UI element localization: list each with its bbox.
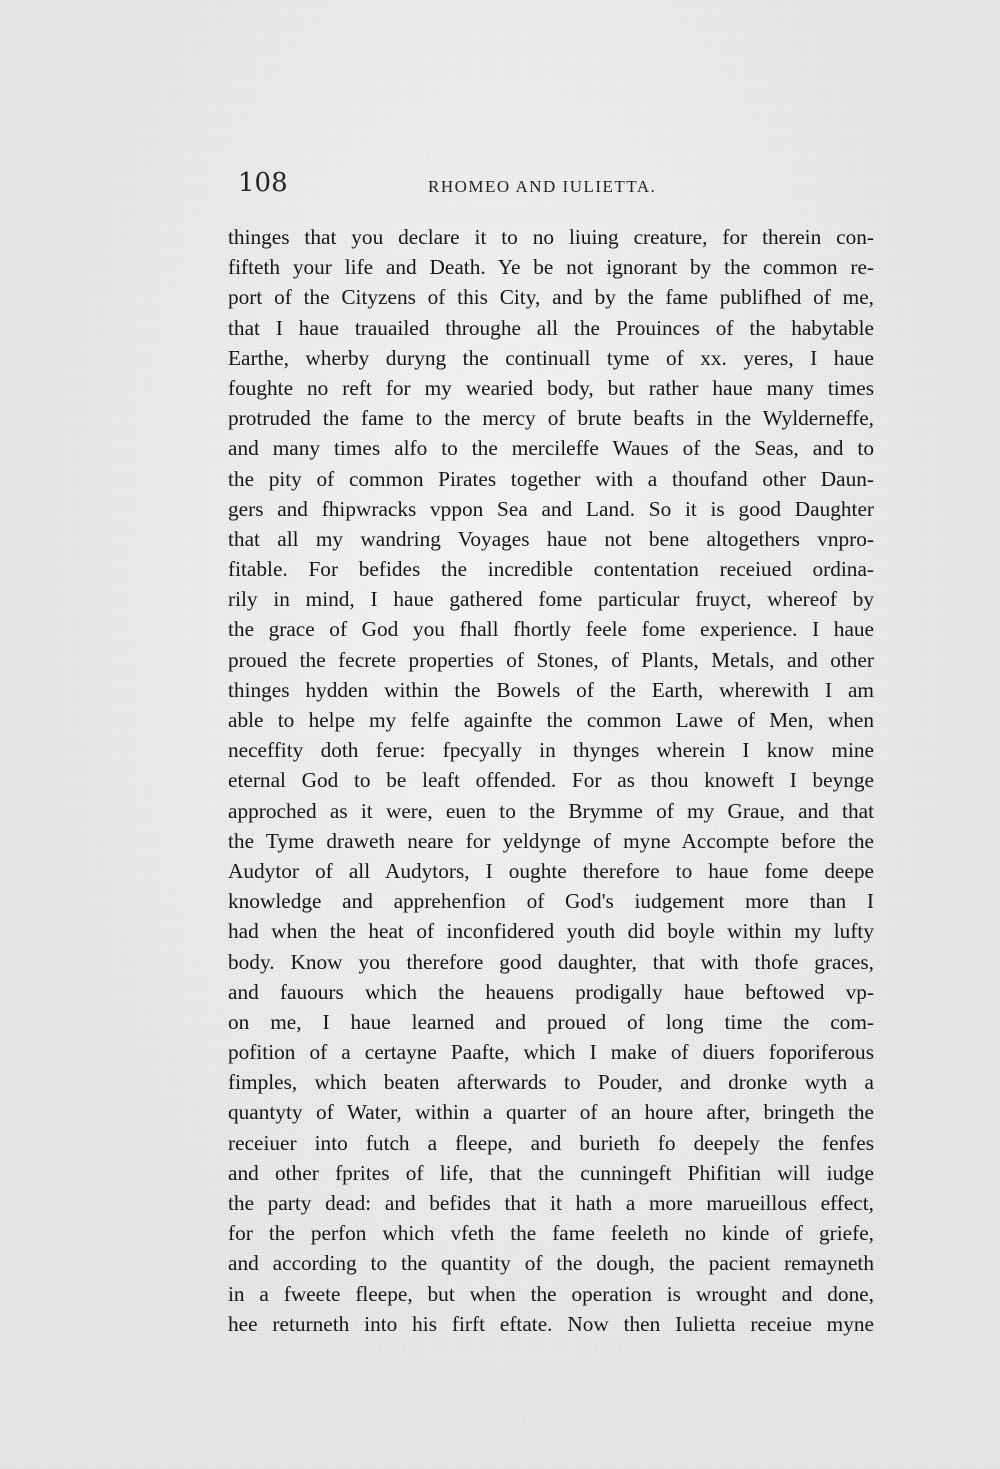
text-line: gers and fhipwracks vppon Sea and Land. So it is good Daughter [228, 496, 874, 521]
running-head: RHOMEO AND IULIETTA. [428, 177, 657, 196]
text-line: rily in mind, I haue gathered fome particular fruyct, whereof by [228, 587, 874, 612]
text-line: fifteth your life and Death. Ye be not ignorant by the common re- [228, 255, 874, 280]
text-line: Audytor of all Audytors, I oughte therefore to haue fome deepe [228, 858, 874, 883]
text-line: and according to the quantity of the dough, the pacient remayneth [228, 1251, 874, 1276]
text-line: the Tyme draweth neare for yeldynge of myne Accompte before the [228, 828, 874, 853]
text-line: port of the Cityzens of this City, and by the fame publifhed of me, [228, 285, 874, 310]
text-line: the grace of God you fhall fhortly feele fome experience. I haue [228, 617, 874, 642]
text-line: knowledge and apprehenfion of God's iudgement more than I [228, 889, 874, 914]
text-line: pofition of a certayne Paafte, which I make of diuers foporiferous [228, 1040, 874, 1065]
text-line: the pity of common Pirates together with a thoufand other Daun- [228, 466, 874, 491]
text-line: neceffity doth ferue: fpecyally in thynges wherein I know mine [228, 738, 874, 763]
text-line: body. Know you therefore good daughter, that with thofe graces, [228, 949, 874, 974]
body-text [228, 222, 874, 1339]
text-line: quantyty of Water, within a quarter of an houre after, bringeth the [228, 1100, 874, 1125]
text-line: thinges hydden within the Bowels of the Earth, wherewith I am [228, 677, 874, 702]
text-line: and fauours which the heauens prodigally haue beftowed vp- [228, 979, 874, 1004]
text-line: had when the heat of inconfidered youth did boyle within my lufty [228, 919, 874, 944]
text-line: that all my wandring Voyages haue not bene altogethers vnpro- [228, 526, 874, 551]
text-line: protruded the fame to the mercy of brute beafts in the Wylderneffe, [228, 406, 874, 431]
text-line: that I haue trauailed throughe all the Prouinces of the habytable [228, 315, 874, 340]
text-line: hee returneth into his firft eftate. Now then Iulietta receiue myne [228, 1311, 874, 1336]
text-line: for the perfon which vfeth the fame feeleth no kinde of griefe, [228, 1221, 874, 1246]
text-line: the party dead: and befides that it hath a more marueillous effect, [228, 1191, 874, 1215]
text-line: approched as it were, euen to the Brymme of my Graue, and that [228, 798, 874, 823]
text-line: receiuer into futch a fleepe, and burieth fo deepely the fenfes [228, 1130, 874, 1155]
text-line: Earthe, wherby duryng the continuall tyme of xx. yeres, I haue [228, 345, 874, 370]
text-line: in a fweete fleepe, but when the operation is wrought and done, [228, 1281, 874, 1306]
text-line: proued the fecrete properties of Stones, of Plants, Metals, and other [228, 647, 874, 672]
text-line: and other fprites of life, that the cunningeft Phifitian will iudge [228, 1160, 874, 1185]
text-line: eternal God to be leaft offended. For as thou knoweft I beynge [228, 768, 874, 793]
text-line: able to helpe my felfe againfte the common Lawe of Men, when [228, 708, 874, 732]
text-line: fimples, which beaten afterwards to Pouder, and dronke wyth a [228, 1070, 874, 1095]
text-line: thinges that you declare it to no liuing creature, for therein con- [228, 225, 874, 249]
text-line: and many times alfo to the mercileffe Waues of the Seas, and to [228, 436, 874, 461]
page-number: 108 [238, 168, 288, 198]
text-line: fitable. For befides the incredible contentation receiued ordina- [228, 557, 874, 582]
text-line: on me, I haue learned and proued of long time the com- [228, 1009, 874, 1034]
page-header [238, 168, 878, 204]
text-line: foughte no reft for my wearied body, but rather haue many times [228, 375, 874, 400]
